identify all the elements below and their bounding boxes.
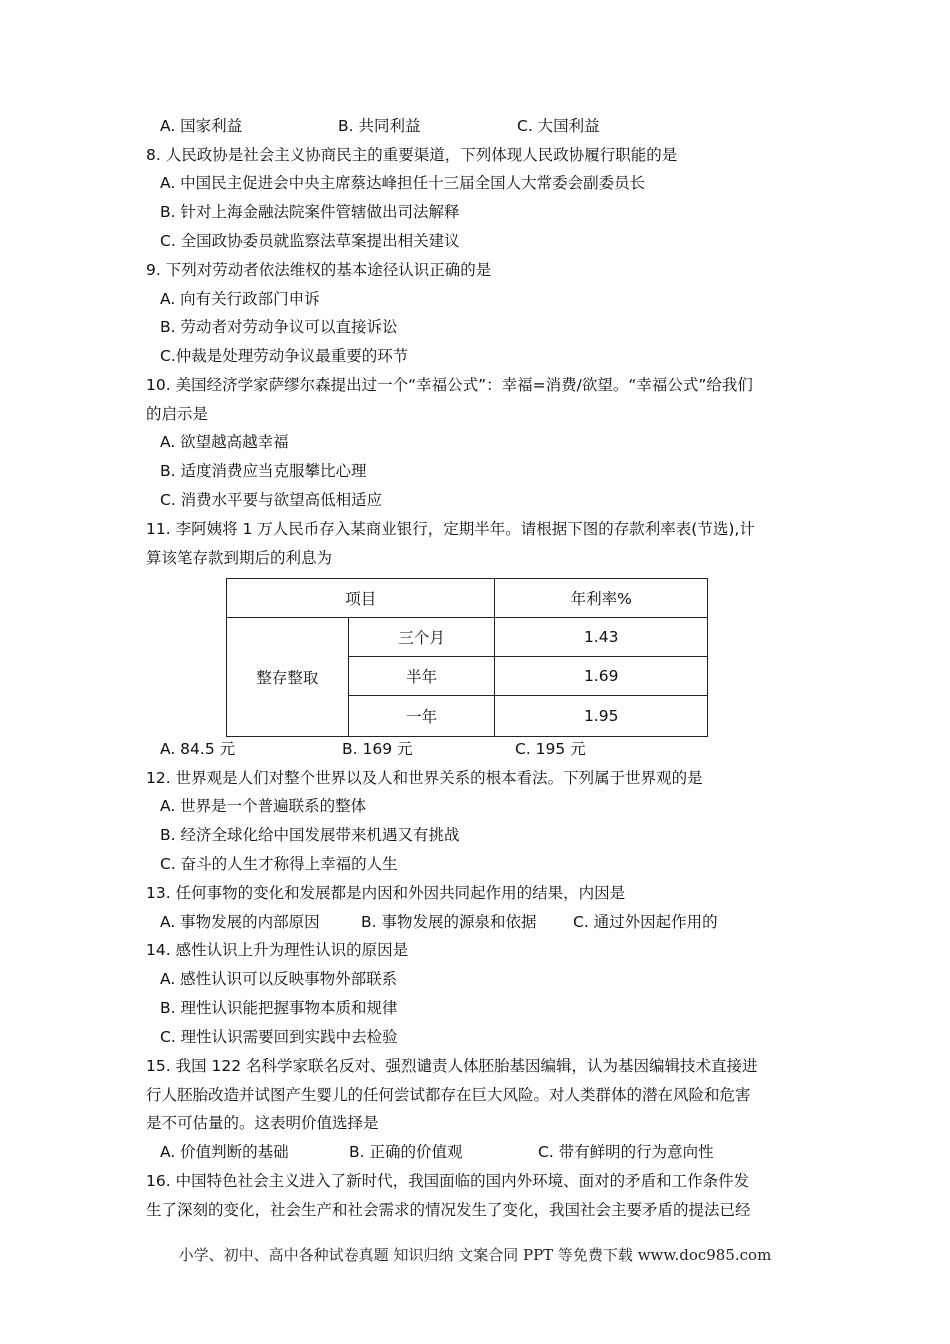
- q7-options: [0, 115, 950, 137]
- q11-option-a: A. 84.5 元: [160, 740, 236, 758]
- q13-option-c: C. 通过外因起作用的: [573, 913, 718, 931]
- q12-option-a: A. 世界是一个普遍联系的整体: [160, 797, 367, 815]
- q10-stem-line1: 10. 美国经济学家萨缪尔森提出过一个“幸福公式”：幸福=消费/欲望。“幸福公式”给我们: [146, 376, 753, 394]
- q10-option-c: C. 消费水平要与欲望高低相适应: [160, 491, 383, 509]
- table-rate-3m: 1.43: [495, 618, 708, 657]
- q8-option-c: C. 全国政协委员就监察法草案提出相关建议: [160, 232, 460, 250]
- table-term-6m: 半年: [348, 657, 495, 696]
- q13-options: [0, 911, 950, 933]
- table-group-label: 整存整取: [227, 618, 349, 737]
- q9-stem: 9. 下列对劳动者依法维权的基本途径认识正确的是: [146, 261, 492, 279]
- q15-stem-line1: 15. 我国 122 名科学家联名反对、强烈谴责人体胚胎基因编辑，认为基因编辑技术直接进: [146, 1057, 758, 1075]
- q15-option-c: C. 带有鲜明的行为意向性: [538, 1143, 714, 1161]
- q9-option-c: C.仲裁是处理劳动争议最重要的环节: [160, 347, 409, 365]
- q10-option-a: A. 欲望越高越幸福: [160, 433, 289, 451]
- q15-stem-line2: 行人胚胎改造并试图产生婴儿的任何尝试都存在巨大风险。对人类群体的潜在风险和危害: [146, 1086, 751, 1104]
- q11-options: [0, 738, 950, 760]
- q8-option-a: A. 中国民主促进会中央主席蔡达峰担任十三届全国人大常委会副委员长: [160, 174, 646, 192]
- q9-option-b: B. 劳动者对劳动争议可以直接诉讼: [160, 318, 398, 336]
- table-header-item: 项目: [227, 579, 495, 618]
- q13-stem: 13. 任何事物的变化和发展都是内因和外因共同起作用的结果，内因是: [146, 884, 626, 902]
- q10-option-b: B. 适度消费应当克服攀比心理: [160, 462, 367, 480]
- q16-stem-line2: 生了深刻的变化，社会生产和社会需求的情况发生了变化，我国社会主要矛盾的提法已经: [146, 1201, 751, 1219]
- q15-option-a: A. 价值判断的基础: [160, 1143, 289, 1161]
- q14-option-a: A. 感性认识可以反映事物外部联系: [160, 970, 398, 988]
- q11-stem-line1: 11. 李阿姨将 1 万人民币存入某商业银行，定期半年。请根据下图的存款利率表(节选),计: [146, 520, 755, 538]
- q13-option-b: B. 事物发展的源泉和依据: [361, 913, 537, 931]
- q10-stem-line2: 的启示是: [146, 405, 209, 423]
- q12-option-b: B. 经济全球化给中国发展带来机遇又有挑战: [160, 826, 460, 844]
- q16-stem-line1: 16. 中国特色社会主义进入了新时代，我国面临的国内外环境、面对的矛盾和工作条件发: [146, 1172, 750, 1190]
- footer-download-note: 小学、初中、高中各种试卷真题 知识归纳 文案合同 PPT 等免费下载 www.doc985.com: [178, 1246, 772, 1264]
- q7-option-a: A. 国家利益: [160, 117, 243, 135]
- q11-option-c: C. 195 元: [515, 740, 586, 758]
- q14-option-c: C. 理性认识需要回到实践中去检验: [160, 1028, 398, 1046]
- q8-option-b: B. 针对上海金融法院案件管辖做出司法解释: [160, 203, 460, 221]
- q15-option-b: B. 正确的价值观: [349, 1143, 463, 1161]
- q11-stem-line2: 算该笔存款到期后的利息为: [146, 549, 333, 567]
- table-term-1y: 一年: [348, 696, 495, 737]
- q9-option-a: A. 向有关行政部门申诉: [160, 290, 320, 308]
- q11-option-b: B. 169 元: [342, 740, 413, 758]
- table-rate-1y: 1.95: [495, 696, 708, 737]
- q7-option-c: C. 大国利益: [517, 117, 600, 135]
- interest-rate-table: [226, 578, 708, 737]
- q7-option-b: B. 共同利益: [338, 117, 421, 135]
- q12-stem: 12. 世界观是人们对整个世界以及人和世界关系的根本看法。下列属于世界观的是: [146, 769, 703, 787]
- q15-stem-line3: 是不可估量的。这表明价值选择是: [146, 1114, 379, 1132]
- q14-option-b: B. 理性认识能把握事物本质和规律: [160, 999, 398, 1017]
- q8-stem: 8. 人民政协是社会主义协商民主的重要渠道，下列体现人民政协履行职能的是: [146, 146, 678, 164]
- table-header-rate: 年利率%: [495, 579, 708, 618]
- q12-option-c: C. 奋斗的人生才称得上幸福的人生: [160, 855, 398, 873]
- q14-stem: 14. 感性认识上升为理性认识的原因是: [146, 941, 409, 959]
- q13-option-a: A. 事物发展的内部原因: [160, 913, 320, 931]
- q15-options: [0, 1141, 950, 1163]
- table-rate-6m: 1.69: [495, 657, 708, 696]
- table-term-3m: 三个月: [348, 618, 495, 657]
